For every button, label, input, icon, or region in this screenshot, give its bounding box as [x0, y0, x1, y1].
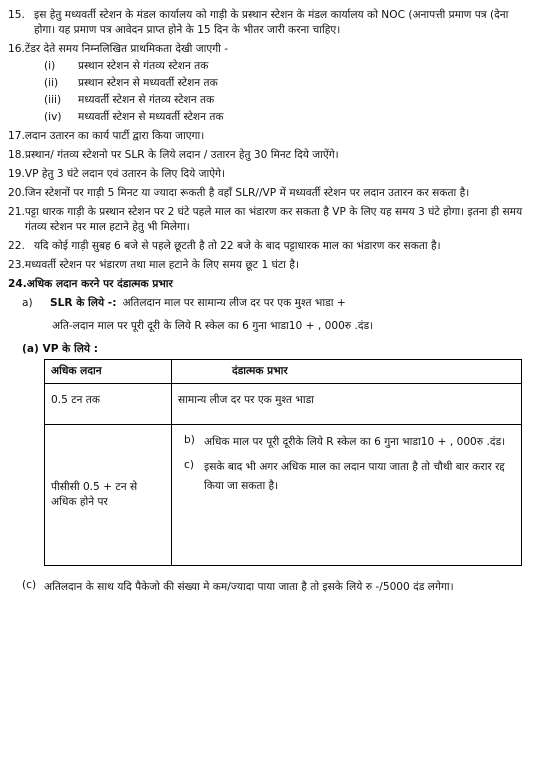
footer-text: अतिलदान के साथ यदि पैकेजो की संख्या मे कम/ज्यादा पाया जाता है तो इसके लिये रु -/5000 दंड लगेगा। — [44, 581, 454, 593]
item-16 — [8, 42, 531, 57]
item-text: टेंडर देते समय निम्नलिखित प्राथमिकता देखी जाएगी - — [24, 43, 229, 55]
priority-roman: (ii) — [44, 77, 59, 89]
item-text: प्रस्थान/ गंतव्य स्टेशनो पर SLR के लिये लदान / उतारन हेतु 30 मिनट दिये जाऐंगे। — [24, 149, 339, 161]
priority-text: प्रस्थान स्टेशन से मध्यवर्ती स्टेशन तक — [78, 77, 218, 89]
penalty-clause — [178, 458, 515, 496]
item-number: 19. — [8, 168, 25, 180]
slr-section — [22, 296, 531, 334]
item-text: यदि कोई गाड़ी सुबह 6 बजे से पहले छूटती है तो 22 बजे के बाद पट्टाधारक माल का भंडारण कर सकता है। — [34, 240, 441, 252]
item-23 — [8, 258, 531, 273]
item-number: 20. — [8, 187, 25, 199]
priority-roman: (iv) — [44, 111, 62, 123]
item-number: 15. — [8, 9, 25, 21]
slr-line1: अतिलदान माल पर सामान्य लीज दर पर एक मुश्त भाडा + — [122, 297, 346, 309]
item-text: जिन स्टेशनों पर गाड़ी 5 मिनट या ज्यादा रूकती है वहाँ SLR//VP में मध्यवर्ती स्टेशन पर लदान उतारन कर सकता है। — [24, 187, 470, 199]
item-24 — [8, 277, 531, 292]
footer-note — [22, 578, 531, 596]
item-text: अधिक लदान करने पर दंडात्मक प्रभार — [26, 278, 173, 290]
item-number: 18. — [8, 149, 25, 161]
item-number: 21. — [8, 206, 25, 218]
table-cell — [172, 425, 522, 566]
table-cell: 0.5 टन तक — [45, 384, 172, 425]
item-18 — [8, 148, 531, 163]
item-text: पट्टा धारक गाड़ी के प्रस्थान स्टेशन पर 2 घंटे पहले माल का भंडारण कर सकता है VP के लिए यह समय 3 घंटे होगा। इतना ही समय गंतव्य स्टेशन पर माल हटाने हेतु भी मिलेगा। — [24, 206, 523, 233]
table-header-excess: अधिक लदान — [45, 360, 172, 384]
item-number: 23. — [8, 259, 25, 271]
item-text: मध्यवर्ती स्टेशन पर भंडारण तथा माल हटाने के लिए समय छूट 1 घंटा है। — [24, 259, 299, 271]
item-number: 24. — [8, 278, 27, 290]
priority-item — [44, 93, 531, 108]
clause-text: इसके बाद भी अगर अधिक माल का लदान पाया जाता है तो चौथी बार करार रद्द किया जा सकता है। — [204, 461, 505, 492]
item-number: 17. — [8, 130, 25, 142]
slr-label: a) — [22, 297, 33, 309]
item-text: इस हेतु मध्यवर्ती स्टेशन के मंडल कार्यालय को गाड़ी के प्रस्थान स्टेशन के मंडल कार्यालय को NOC (अनापत्ती प्रमाण पत्र (देना होगा। यह प्रमाण पत्र आवेदन प्राप्त होने के 15 दिन के भीतर जारी करना चाहिए। — [34, 9, 509, 36]
penalty-table — [44, 359, 522, 566]
priority-roman: (i) — [44, 60, 56, 72]
clause-label: c) — [184, 459, 194, 471]
item-22 — [8, 239, 531, 254]
table-header-penalty: दंडात्मक प्रभार — [172, 360, 522, 384]
priority-item — [44, 110, 531, 125]
table-cell: पीसीसी 0.5 + टन से अधिक होने पर — [45, 425, 172, 566]
item-21 — [8, 205, 531, 235]
item-text: लदान उतारन का कार्य पार्टी द्वारा किया जाएगा। — [24, 130, 205, 142]
item-15 — [8, 8, 531, 38]
clause-text: अधिक माल पर पूरी दूरीके लिये R स्केल का 6 गुना भाडा10 + , 000रु .दंड। — [204, 436, 506, 448]
clause-label: b) — [184, 434, 195, 446]
item-text: VP हेतु 3 घंटे लदान एवं उतारन के लिए दिये जाऐगे। — [24, 168, 226, 180]
priority-text: मध्यवर्ती स्टेशन से गंतव्य स्टेशन तक — [78, 94, 215, 106]
priority-item — [44, 76, 531, 91]
item-20 — [8, 186, 531, 201]
item-number: 22. — [8, 240, 25, 252]
table-row — [45, 425, 522, 566]
item-17 — [8, 129, 531, 144]
table-row — [45, 384, 522, 425]
slr-line2: अति-लदान माल पर पूरी दूरी के लिये R स्केल का 6 गुना भाडा10 + , 000रु .दंड। — [52, 320, 374, 332]
priority-item — [44, 59, 531, 74]
penalty-clause — [178, 433, 515, 452]
priority-roman: (iii) — [44, 94, 62, 106]
slr-heading: SLR के लिये -: — [50, 297, 117, 309]
priority-text: प्रस्थान स्टेशन से गंतव्य स्टेशन तक — [78, 60, 209, 72]
item-number: 16. — [8, 43, 25, 55]
footer-label: (c) — [22, 579, 37, 591]
vp-heading: (a) VP के लिये : — [22, 343, 98, 355]
table-cell: सामान्य लीज दर पर एक मुश्त भाडा — [172, 384, 522, 425]
priority-text: मध्यवर्ती स्टेशन से मध्यवर्ती स्टेशन तक — [78, 111, 224, 123]
item-19 — [8, 167, 531, 182]
